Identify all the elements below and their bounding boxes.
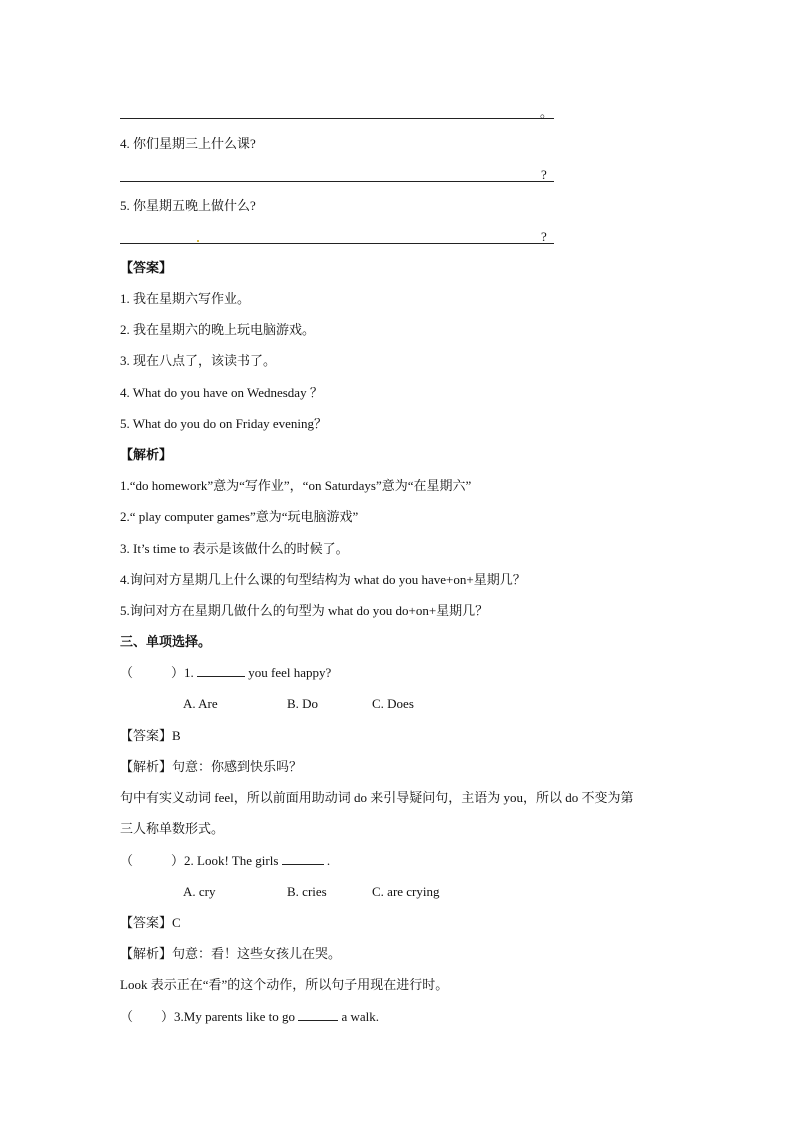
fill-blank [282, 853, 324, 865]
choice-question-3 [120, 1009, 379, 1025]
question-5: 5. 你星期五晚上做什么? [120, 198, 256, 213]
answer-line-5 [120, 243, 554, 244]
analysis-item-4: 4.询问对方星期几上什么课的句型结构为 what do you have+on+星期几？ [120, 572, 526, 587]
q2-answer: 【答案】C [120, 915, 181, 930]
question-stem: you feel happy? [245, 665, 332, 680]
answer-line-5-end: ? [541, 229, 547, 244]
analysis-item-2: 2.“ play computer games”意为“玩电脑游戏” [120, 509, 359, 524]
analysis-label: 【解析】 [120, 759, 173, 774]
option-a[interactable]: A. Are [183, 696, 218, 711]
question-stem: . [323, 853, 331, 868]
answer-item-1: 1. 我在星期六写作业。 [120, 291, 251, 306]
answer-line-3-end: 。 [540, 105, 554, 120]
answer-header: 【答案】 [120, 260, 173, 275]
answer-line-3 [120, 118, 554, 119]
paren-close: ）1. [171, 665, 194, 680]
answer-line-4-end: ? [541, 167, 547, 182]
analysis-sentence: 句意：你感到快乐吗？ [172, 759, 303, 774]
q2-analysis [120, 946, 341, 962]
option-c[interactable]: C. are crying [372, 884, 440, 899]
q1-explanation-line-1: 句中有实义动词 feel，所以前面用助动词 do 来引导疑问句，主语为 you，所以 do 不变为第 [120, 790, 634, 805]
answer-item-4: 4. What do you have on Wednesday ？ [120, 385, 323, 400]
paren-close: ）2. Look! The girls [171, 853, 279, 868]
stray-dot [197, 240, 199, 242]
analysis-item-1: 1.“do homework”意为“写作业”，“on Saturdays”意为“在星期六” [120, 478, 472, 493]
option-b[interactable]: B. Do [287, 696, 319, 711]
answer-item-2: 2. 我在星期六的晚上玩电脑游戏。 [120, 322, 316, 337]
choice-question-1 [120, 665, 331, 681]
fill-blank [298, 1009, 338, 1021]
analysis-item-3: 3. It’s time to 表示是该做什么的时候了。 [120, 541, 349, 556]
choice-question-2 [120, 853, 330, 869]
question-4: 4. 你们星期三上什么课? [120, 136, 256, 151]
q2-explanation: Look 表示正在“看”的这个动作，所以句子用现在进行时。 [120, 977, 449, 992]
paren-open: （ [120, 665, 134, 680]
paren-close: ）3.My parents like to go [161, 1009, 295, 1024]
q1-explanation-line-2: 三人称单数形式。 [120, 821, 225, 836]
option-b[interactable]: B. cries [287, 884, 327, 899]
section-title: 三、单项选择。 [120, 634, 212, 649]
paren-open: （ [120, 1009, 134, 1024]
answer-line-4 [120, 181, 554, 182]
q1-answer: 【答案】B [120, 728, 181, 743]
analysis-header: 【解析】 [120, 447, 173, 462]
analysis-item-5: 5.询问对方在星期几做什么的句型为 what do you do+on+星期几？ [120, 603, 489, 618]
fill-blank [197, 665, 245, 677]
analysis-label: 【解析】 [120, 946, 173, 961]
question-stem: a walk. [338, 1009, 380, 1024]
q1-analysis [120, 759, 302, 775]
paren-open: （ [120, 853, 134, 868]
analysis-sentence: 句意：看！这些女孩儿在哭。 [172, 946, 342, 961]
option-a[interactable]: A. cry [183, 884, 216, 899]
answer-item-3: 3. 现在八点了，该读书了。 [120, 353, 277, 368]
option-c[interactable]: C. Does [372, 696, 414, 711]
answer-item-5: 5. What do you do on Friday evening？ [120, 416, 328, 431]
